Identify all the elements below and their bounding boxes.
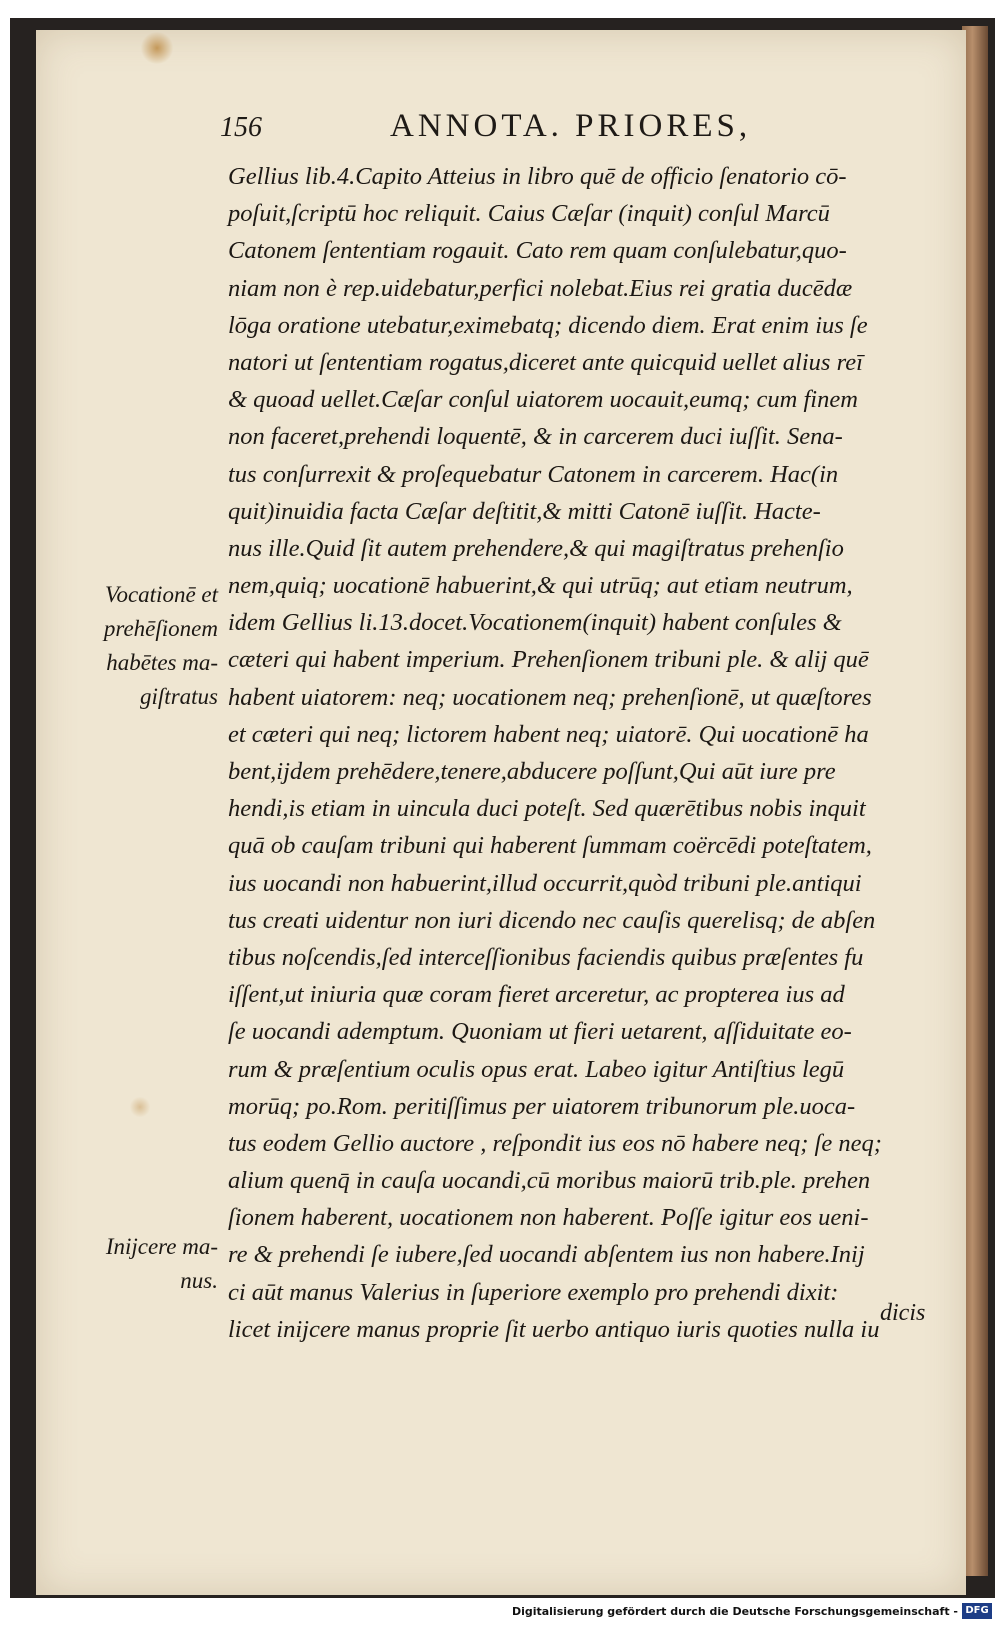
margin-note-line: prehēſionem bbox=[103, 616, 218, 641]
body-line: niam non è rep.uidebatur,perfici nolebat.Eius rei gratia ducēdæ bbox=[228, 274, 853, 302]
margin-note-line: giſtratus bbox=[140, 684, 218, 709]
dfg-logo: DFG bbox=[962, 1603, 992, 1619]
running-head: ANNOTA. PRIORES, bbox=[390, 108, 752, 144]
margin-note-line: nus. bbox=[180, 1268, 218, 1293]
page-header bbox=[220, 108, 800, 148]
body-line: licet inijcere manus proprie ſit uerbo antiquo iuris quoties nulla iu bbox=[228, 1315, 880, 1343]
body-line: bent,ijdem prehēdere,tenere,abducere poſſunt,Qui aūt iure pre bbox=[228, 758, 836, 785]
margin-note-line: Inijcere ma- bbox=[105, 1234, 218, 1259]
margin-note-line: habētes ma- bbox=[106, 650, 218, 675]
body-line: Catonem ſententiam rogauit. Cato rem quam conſulebatur,quo- bbox=[228, 237, 847, 265]
body-line: lōga oratione utebatur,eximebatq; dicendo diem. Erat enim ius ſe bbox=[228, 311, 868, 339]
body-text bbox=[228, 158, 953, 1348]
body-line: nem,quiq; uocationē habuerint,& qui utrūq; aut etiam neutrum, bbox=[228, 572, 853, 600]
body-line: tus creati uidentur non iuri dicendo nec cauſis querelisq; de abſen bbox=[228, 906, 876, 934]
body-line: ci aūt manus Valerius in ſuperiore exemplo pro prehendi dixit: bbox=[228, 1278, 839, 1306]
body-line: ſionem haberent, uocationem non haberent. Poſſe igitur eos ueni- bbox=[228, 1204, 869, 1232]
funding-credit: Digitalisierung gefördert durch die Deutsche Forschungsgemeinschaft - bbox=[511, 1605, 958, 1618]
body-line: tibus noſcendis,ſed interceſſionibus faciendis quibus præſentes fu bbox=[228, 943, 864, 971]
body-line: Gellius lib.4.Capito Atteius in libro quē de officio ſenatorio cō- bbox=[228, 163, 847, 190]
body-line: alium quenq̄ in cauſa uocandi,cū moribus maiorū trib.ple. prehen bbox=[228, 1167, 871, 1195]
body-line: morūq; po.Rom. peritiſſimus per uiatorem tribunorum ple.uoca- bbox=[228, 1092, 856, 1120]
body-line: natori ut ſententiam rogatus,diceret ante quicquid uellet alius reī bbox=[228, 348, 863, 376]
body-line: cæteri qui habent imperium. Prehenſionem tribuni ple. & alij quē bbox=[228, 646, 869, 674]
body-line: non faceret,prehendi loquentē, & in carcerem duci iuſſit. Sena- bbox=[228, 423, 843, 451]
margin-note-inijcere bbox=[78, 1230, 218, 1298]
page-stain bbox=[140, 32, 174, 64]
body-line: tus conſurrexit & proſequebatur Catonem in carcerem. Hac(in bbox=[228, 460, 839, 488]
body-line: tus eodem Gellio auctore , reſpondit ius eos nō habere neq; ſe neq; bbox=[228, 1129, 882, 1157]
margin-note-line: Vocationē et bbox=[104, 582, 218, 607]
body-line: idem Gellius li.13.docet.Vocationem(inquit) habent conſules & bbox=[228, 609, 842, 637]
body-line: ſe uocandi ademptum. Quoniam ut fieri uetarent, aſſiduitate eo- bbox=[228, 1018, 852, 1046]
body-line: nus ille.Quid ſit autem prehendere,& qui magiſtratus prehenſio bbox=[228, 534, 844, 562]
catchword: dicis bbox=[880, 1300, 926, 1326]
body-line: iſſent,ut iniuria quæ coram fieret arceretur, ac propterea ius ad bbox=[228, 981, 845, 1009]
body-line: rum & præſentium oculis opus erat. Labeo igitur Antiſtius legū bbox=[228, 1055, 845, 1083]
page-stain bbox=[130, 1096, 150, 1118]
body-line: et cæteri qui neq; lictorem habent neq; uiatorē. Qui uocationē ha bbox=[228, 720, 869, 748]
body-line: habent uiatorem: neq; uocationem neq; prehenſionē, ut quæſtores bbox=[228, 683, 872, 711]
margin-note-vocatione bbox=[78, 578, 218, 714]
footer-bar bbox=[0, 1598, 1000, 1627]
body-line: ius uocandi non habuerint,illud occurrit,quòd tribuni ple.antiqui bbox=[228, 869, 862, 897]
body-line: poſuit,ſcriptū hoc reliquit. Caius Cæſar (inquit) conſul Marcū bbox=[228, 200, 830, 228]
body-line: & quoad uellet.Cæſar conſul uiatorem uocauit,eumq; cum finem bbox=[228, 386, 858, 414]
body-line: quit)inuidia facta Cæſar deſtitit,& mitti Catonē iuſſit. Hacte- bbox=[228, 497, 821, 525]
body-line: hendi,is etiam in uincula duci poteſt. Sed quærētibus nobis inquit bbox=[228, 795, 866, 823]
body-line: quā ob cauſam tribuni qui haberent ſummam coërcēdi poteſtatem, bbox=[228, 832, 872, 860]
body-line: re & prehendi ſe iubere,ſed uocandi abſentem ius non habere.Inij bbox=[228, 1241, 865, 1269]
page-number: 156 bbox=[220, 112, 262, 143]
